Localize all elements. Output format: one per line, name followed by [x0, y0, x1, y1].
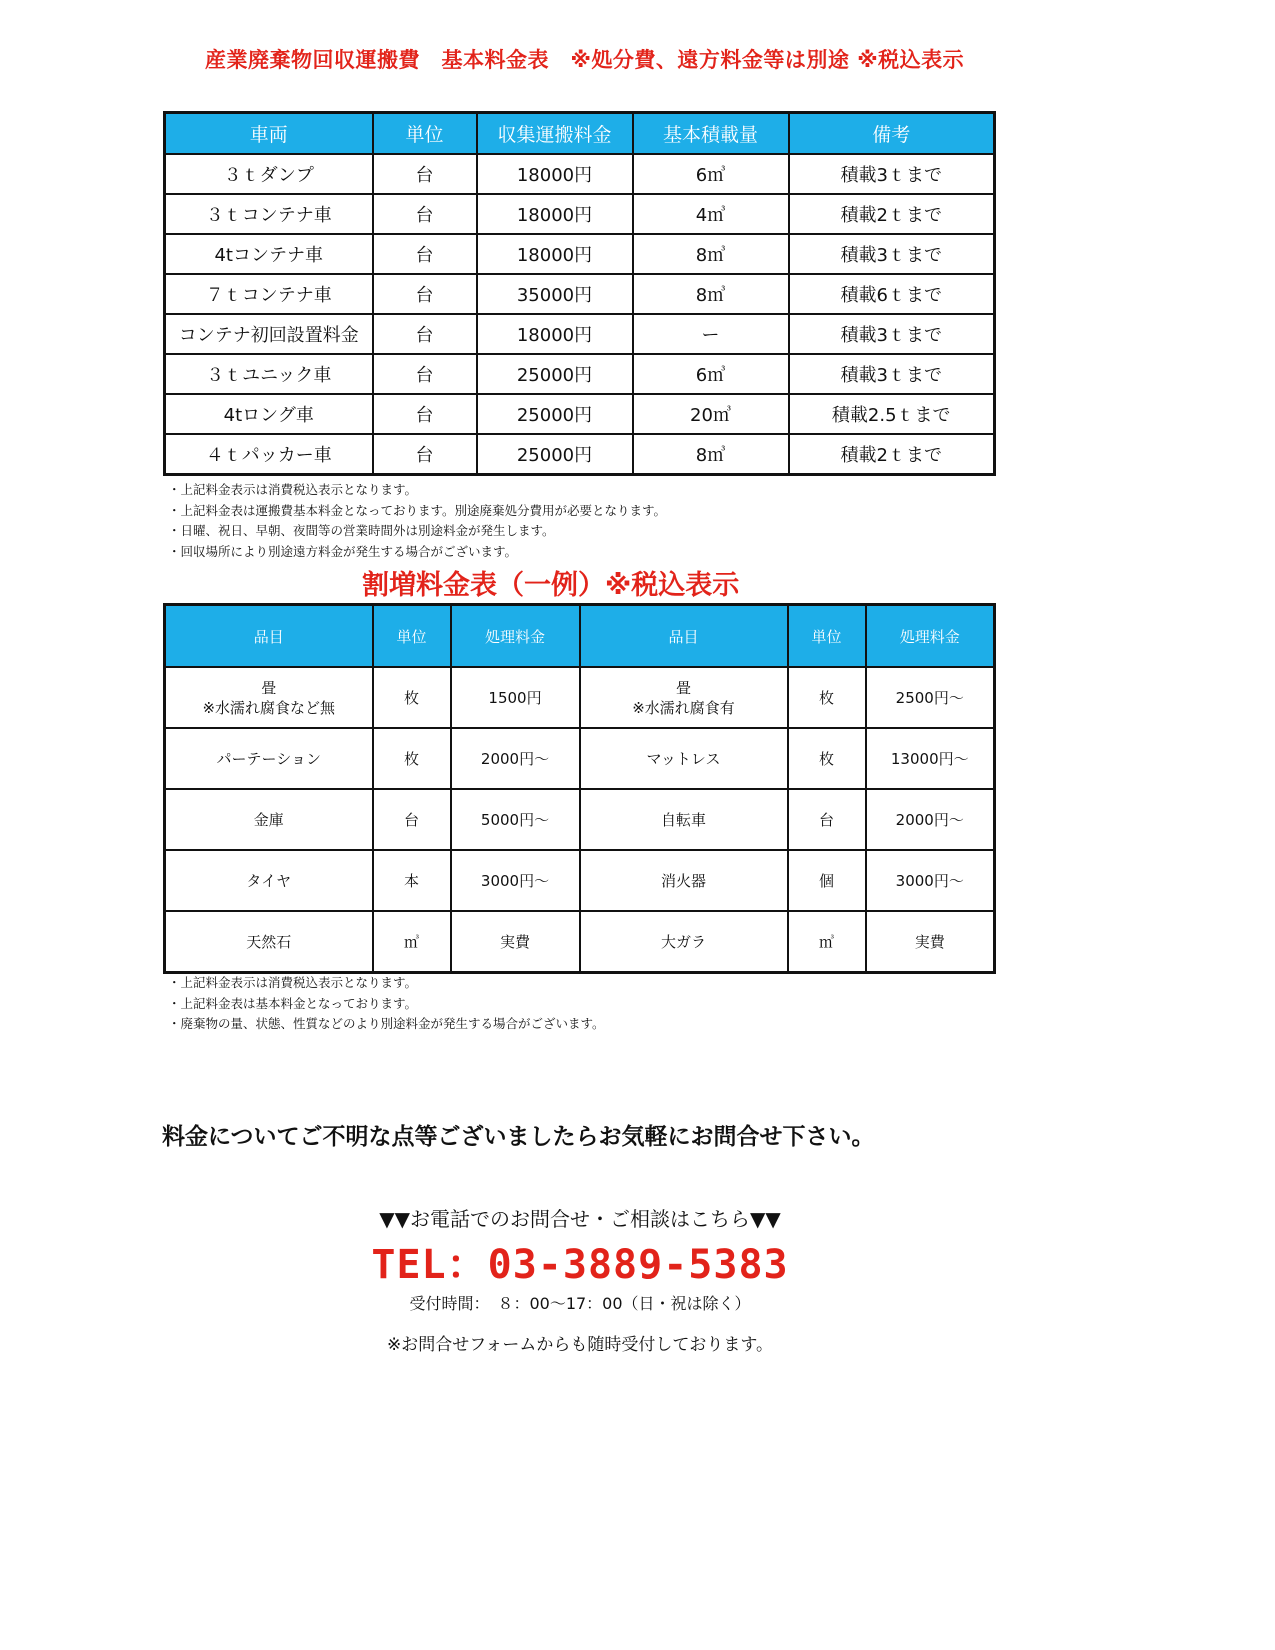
- table-row: [165, 728, 995, 789]
- table-cell: ３ｔコンテナ車: [165, 194, 373, 234]
- table-row: [165, 911, 995, 973]
- table-row: [165, 154, 995, 194]
- cell-line: 畳: [261, 678, 277, 697]
- table-cell: 本: [373, 850, 451, 911]
- surcharge-notes: [168, 973, 605, 1035]
- table-cell: 25000円: [477, 394, 633, 434]
- table-cell: 4tロング車: [165, 394, 373, 434]
- table-cell: ー: [633, 314, 789, 354]
- table-row: [165, 434, 995, 475]
- note-line: ・廃棄物の量、状態、性質などのより別途料金が発生する場合がございます。: [168, 1016, 605, 1031]
- table-header-row: [165, 113, 995, 155]
- table-cell: 台: [373, 274, 477, 314]
- table-cell: 金庫: [165, 789, 373, 850]
- table-cell: 枚: [373, 728, 451, 789]
- table-cell: タイヤ: [165, 850, 373, 911]
- table-row: [165, 274, 995, 314]
- table-cell: 35000円: [477, 274, 633, 314]
- table-cell: 積載3ｔまで: [789, 314, 995, 354]
- inquiry-text: 料金についてご不明な点等ございましたらお気軽にお問合せ下さい。: [162, 1124, 875, 1150]
- note-line: ・上記料金表は基本料金となっております。: [168, 995, 418, 1011]
- table-cell: 8㎥: [633, 274, 789, 314]
- table-header-row: [165, 605, 995, 668]
- cell-line: 畳: [675, 678, 691, 697]
- table-cell: ㎥: [373, 911, 451, 973]
- table-cell: 18000円: [477, 314, 633, 354]
- phone-heading: ▼▼お電話でのお問合せ・ご相談はこちら▼▼: [379, 1207, 781, 1231]
- table-cell: 積載6ｔまで: [789, 274, 995, 314]
- table-row: [165, 194, 995, 234]
- basic-notes: [168, 480, 666, 562]
- table-row: [165, 234, 995, 274]
- column-header-fee: 処理料金: [451, 605, 580, 668]
- table-cell: 13000円～: [866, 728, 995, 789]
- table-cell: [580, 667, 788, 728]
- cell-subnote: ※水濡れ腐食有: [632, 698, 735, 717]
- table-cell: 消火器: [580, 850, 788, 911]
- form-note: ※お問合せフォームからも随時受付しております。: [386, 1335, 774, 1355]
- basic-fee-table-body: [165, 154, 995, 475]
- table-row: [165, 394, 995, 434]
- table-row: [165, 354, 995, 394]
- table-cell: 18000円: [477, 234, 633, 274]
- table-cell: 6㎥: [633, 154, 789, 194]
- table-cell: 6㎥: [633, 354, 789, 394]
- basic-fee-table: [163, 111, 996, 476]
- table-cell: 実費: [451, 911, 580, 973]
- surcharge-title: 割増料金表（一例）※税込表示: [362, 570, 740, 601]
- table-cell: 4tコンテナ車: [165, 234, 373, 274]
- column-header-transport-fee: 収集運搬料金: [477, 113, 633, 155]
- table-cell: ７ｔコンテナ車: [165, 274, 373, 314]
- table-cell: 枚: [373, 667, 451, 728]
- table-cell: 枚: [788, 728, 866, 789]
- table-cell: ３ｔダンプ: [165, 154, 373, 194]
- note-line: ・上記料金表は運搬費基本料金となっております。別途廃棄処分費用が必要となります。: [168, 502, 667, 518]
- table-cell: 個: [788, 850, 866, 911]
- table-cell: 18000円: [477, 194, 633, 234]
- table-cell: ３ｔユニック車: [165, 354, 373, 394]
- table-cell: 積載3ｔまで: [789, 234, 995, 274]
- phone-number[interactable]: TEL：03-3889-5383: [371, 1242, 789, 1288]
- table-cell: 枚: [788, 667, 866, 728]
- table-cell: 3000円～: [451, 850, 580, 911]
- column-header-item: 品目: [580, 605, 788, 668]
- column-header-load-capacity: 基本積載量: [633, 113, 789, 155]
- table-cell: 台: [373, 194, 477, 234]
- table-cell: 2000円～: [866, 789, 995, 850]
- business-hours: 受付時間： ８：00～17：00（日・祝は除く）: [409, 1294, 751, 1313]
- table-cell: 台: [373, 394, 477, 434]
- table-cell: 積載3ｔまで: [789, 354, 995, 394]
- table-cell: 2000円～: [451, 728, 580, 789]
- table-cell: 台: [373, 354, 477, 394]
- table-cell: 25000円: [477, 434, 633, 475]
- table-cell: 自転車: [580, 789, 788, 850]
- column-header-vehicle: 車両: [165, 113, 373, 155]
- column-header-unit: 単位: [373, 113, 477, 155]
- surcharge-table: [163, 603, 996, 974]
- table-cell: 台: [788, 789, 866, 850]
- table-cell: パーテーション: [165, 728, 373, 789]
- table-cell: 1500円: [451, 667, 580, 728]
- page-title: 産業廃棄物回収運搬費 基本料金表 ※処分費、遠方料金等は別途 ※税込表示: [205, 48, 965, 72]
- column-header-unit: 単位: [788, 605, 866, 668]
- surcharge-table-body: [165, 667, 995, 973]
- note-line: ・日曜、祝日、早朝、夜間等の営業時間外は別途料金が発生します。: [168, 523, 555, 538]
- table-cell: ㎥: [788, 911, 866, 973]
- table-cell: 台: [373, 154, 477, 194]
- cell-subnote: ※水濡れ腐食など無: [202, 698, 336, 717]
- table-cell: 積載2ｔまで: [789, 434, 995, 475]
- table-row: [165, 789, 995, 850]
- table-cell: 18000円: [477, 154, 633, 194]
- table-cell: マットレス: [580, 728, 788, 789]
- table-cell: 大ガラ: [580, 911, 788, 973]
- table-row: [165, 314, 995, 354]
- table-cell: 台: [373, 789, 451, 850]
- table-cell: 5000円～: [451, 789, 580, 850]
- column-header-item: 品目: [165, 605, 373, 668]
- note-line: ・回収場所により別途遠方料金が発生する場合がございます。: [168, 543, 518, 559]
- table-cell: 台: [373, 434, 477, 475]
- table-cell: 8㎥: [633, 234, 789, 274]
- table-cell: [165, 667, 373, 728]
- table-row: [165, 667, 995, 728]
- note-line: ・上記料金表示は消費税込表示となります。: [168, 975, 418, 990]
- table-cell: 8㎥: [633, 434, 789, 475]
- table-cell: 25000円: [477, 354, 633, 394]
- table-cell: 20㎥: [633, 394, 789, 434]
- table-cell: ４ｔパッカー車: [165, 434, 373, 475]
- table-cell: 積載2.5ｔまで: [789, 394, 995, 434]
- table-cell: 積載2ｔまで: [789, 194, 995, 234]
- table-cell: 天然石: [165, 911, 373, 973]
- table-row: [165, 850, 995, 911]
- column-header-fee: 処理料金: [866, 605, 995, 668]
- column-header-remarks: 備考: [789, 113, 995, 155]
- table-cell: 3000円～: [866, 850, 995, 911]
- table-cell: 台: [373, 314, 477, 354]
- table-cell: 積載3ｔまで: [789, 154, 995, 194]
- table-cell: 2500円～: [866, 667, 995, 728]
- table-cell: 台: [373, 234, 477, 274]
- note-line: ・上記料金表示は消費税込表示となります。: [168, 482, 418, 497]
- table-cell: 実費: [866, 911, 995, 973]
- table-cell: 4㎥: [633, 194, 789, 234]
- column-header-unit: 単位: [373, 605, 451, 668]
- table-cell: コンテナ初回設置料金: [165, 314, 373, 354]
